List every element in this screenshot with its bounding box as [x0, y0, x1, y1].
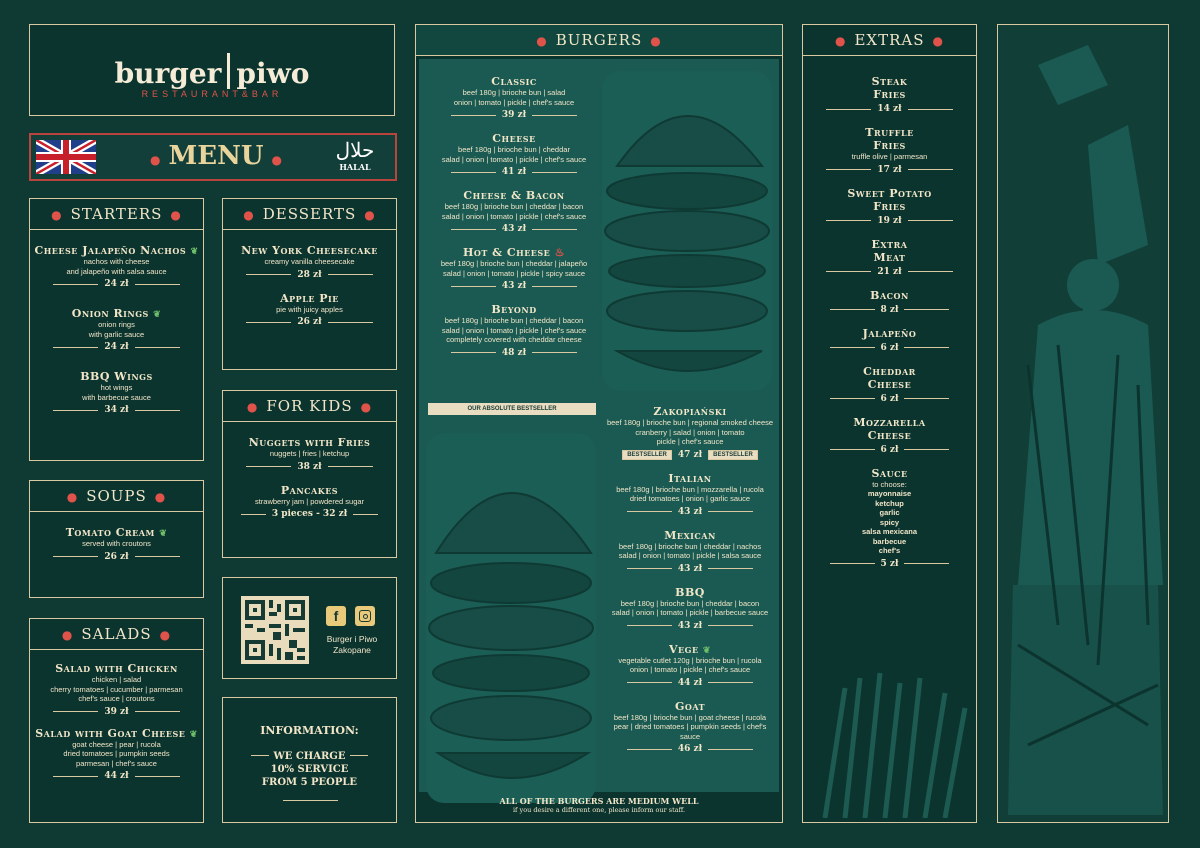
menu-item: Onion Rings ❦ onion rings with garlic sauce 24 zł — [30, 307, 203, 352]
bestseller-badge: BESTSELLER — [708, 450, 758, 460]
menu-item: Beyond beef 180g | brioche bun | cheddar | bacon salad | onion | tomato | pickle | chef's sauce completely covered with cheddar cheese 48 zł — [441, 303, 587, 358]
desserts-panel — [222, 198, 397, 370]
bestseller-badge: BESTSELLER — [622, 450, 672, 460]
vegetarian-leaf-icon: ❦ — [702, 645, 711, 656]
halal-arabic: حلال — [335, 138, 375, 162]
brand-tagline: RESTAURANT&BAR — [141, 89, 283, 99]
kids-title: ● FOR KIDS ● — [223, 391, 396, 422]
soups-title: ● SOUPS ● — [30, 481, 203, 512]
fries-illustration — [805, 668, 975, 818]
menu-item: BBQ beef 180g | brioche bun | cheddar | bacon salad | onion | tomato | pickle | barbecue sauce 43 zł — [611, 585, 769, 631]
brand-name-right: piwo — [236, 57, 310, 90]
vegetarian-leaf-icon: ❦ — [153, 310, 162, 320]
facebook-icon[interactable]: f — [326, 606, 346, 626]
halal-label: HALAL — [339, 162, 371, 172]
burgers-title: ● BURGERS ● — [416, 25, 782, 56]
social-name: Burger i Piwo — [326, 634, 378, 644]
menu-item: Mexican beef 180g | brioche bun | cheddar | nachos salad | onion | tomato | pickle | salsa sauce 43 zł — [618, 528, 762, 574]
menu-item: Sauce to choose: mayonnaise ketchup garlic spicy salsa mexicana barbecue chef's 5 zł — [803, 467, 976, 569]
burgers-left-column — [434, 75, 594, 358]
menu-item: Pancakes strawberry jam | powdered sugar 3 pieces - 32 zł — [223, 484, 396, 520]
menu-item: Cheese Jalapeño Nachos ❦ nachos with cheese and jalapeño with salsa sauce 24 zł — [34, 244, 199, 289]
menu-item: Extra Meat 21 zł — [803, 238, 976, 277]
kids-panel — [222, 390, 397, 558]
halal-badge — [325, 138, 385, 172]
menu-item: Truffle Fries truffle olive | parmesan 17 zł — [803, 126, 976, 175]
burgers-right-column — [606, 405, 774, 754]
burger-illustration-bottom — [426, 433, 596, 803]
menu-item: Hot & Cheese ♨ beef 180g | brioche bun | cheddar | jalapeño salad | onion | tomato | pickle | spicy sauce 43 zł — [440, 246, 588, 291]
extras-panel — [802, 24, 977, 823]
starters-panel — [29, 198, 204, 461]
bestseller-ribbon: OUR ABSOLUTE BESTSELLER — [428, 403, 596, 415]
menu-item: Vege ❦ vegetable cutlet 120g | brioche bun | rucola onion | tomato | pickle | chef's sauce 44 zł — [618, 642, 762, 688]
menu-item: Bacon 8 zł — [803, 289, 976, 315]
menu-item: Cheese beef 180g | brioche bun | cheddar salad | onion | tomato | pickle | chef's sauce 41 zł — [441, 132, 587, 177]
uk-flag-icon[interactable] — [36, 140, 96, 174]
menu-item: Salad with Chicken chicken | salad cherry tomatoes | cucumber | parmesan chef's sauce | croutons 39 zł — [50, 662, 183, 717]
info-title: INFORMATION: — [260, 724, 359, 737]
brand-logo — [30, 53, 394, 90]
menu-title: ● MENU ● — [149, 141, 282, 171]
highlander-illustration-panel — [997, 24, 1169, 823]
menu-item: Classic beef 180g | brioche bun | salad onion | tomato | pickle | chef's sauce 39 zł — [434, 75, 594, 120]
vegetarian-leaf-icon: ❦ — [159, 529, 168, 539]
logo-panel — [29, 24, 395, 116]
menu-item: Mozzarella Cheese 6 zł — [803, 416, 976, 455]
hot-chili-icon: ♨ — [554, 246, 565, 259]
menu-item: Sweet Potato Fries 19 zł — [803, 187, 976, 226]
menu-bar — [29, 133, 397, 181]
info-text: WE CHARGE 10% SERVICE FROM 5 PEOPLE — [261, 751, 358, 788]
starters-title: ● STARTERS ● — [30, 199, 203, 230]
menu-item: Cheddar Cheese 6 zł — [803, 365, 976, 404]
extras-title: ● EXTRAS ● — [803, 25, 976, 56]
menu-item: Tomato Cream ❦ served with croutons 26 zł — [30, 526, 203, 562]
menu-item: Italian beef 180g | brioche bun | mozzarella | rucola dried tomatoes | onion | garlic sauce 43 zł — [616, 471, 764, 517]
info-panel — [222, 697, 397, 823]
menu-item: Zakopiański beef 180g | brioche bun | regional smoked cheese cranberry | salad | onion | tomato pickle | chef's sauce BESTSELLER 47 zł BESTSELLER — [606, 405, 774, 460]
desserts-title: ● DESSERTS ● — [223, 199, 396, 230]
burgers-footer: ALL OF THE BURGERS ARE MEDIUM WELL if you desire a different one, please inform our staff. — [499, 796, 699, 814]
menu-item: Steak Fries 14 zł — [803, 75, 976, 114]
burgers-panel — [415, 24, 783, 823]
social-location: Zakopane — [333, 645, 371, 655]
menu-item: Nuggets with Fries nuggets | fries | ketchup 38 zł — [223, 436, 396, 472]
salads-title: ● SALADS ● — [30, 619, 203, 650]
menu-item: Apple Pie pie with juicy apples 26 zł — [223, 292, 396, 328]
menu-item: Cheese & Bacon beef 180g | brioche bun | cheddar | bacon salad | onion | tomato | pickle | chef's sauce 43 zł — [441, 189, 587, 234]
menu-item: Goat beef 180g | brioche bun | goat cheese | rucola pear | dried tomatoes | pumpkin seeds | chef's sauce 46 zł — [613, 699, 767, 754]
social-panel — [222, 577, 397, 679]
menu-item: BBQ Wings hot wings with barbecue sauce 34 zł — [30, 370, 203, 415]
highlander-illustration — [998, 25, 1168, 822]
qr-code-icon[interactable] — [241, 596, 309, 664]
menu-item: Salad with Goat Cheese ❦ goat cheese | pear | rucola dried tomatoes | pumpkin seeds parmesan | chef's sauce 44 zł — [35, 726, 198, 781]
menu-item: New York Cheesecake creamy vanilla cheesecake 28 zł — [241, 244, 378, 280]
knife-icon — [227, 53, 230, 89]
menu-item: Jalapeño 6 zł — [803, 327, 976, 353]
soups-panel — [29, 480, 204, 598]
salads-panel — [29, 618, 204, 823]
burger-illustration-top — [602, 71, 772, 391]
brand-name-left: burger — [114, 57, 222, 90]
instagram-icon[interactable] — [355, 606, 375, 626]
vegetarian-leaf-icon: ❦ — [190, 247, 199, 257]
vegetarian-leaf-icon: ❦ — [189, 729, 198, 740]
